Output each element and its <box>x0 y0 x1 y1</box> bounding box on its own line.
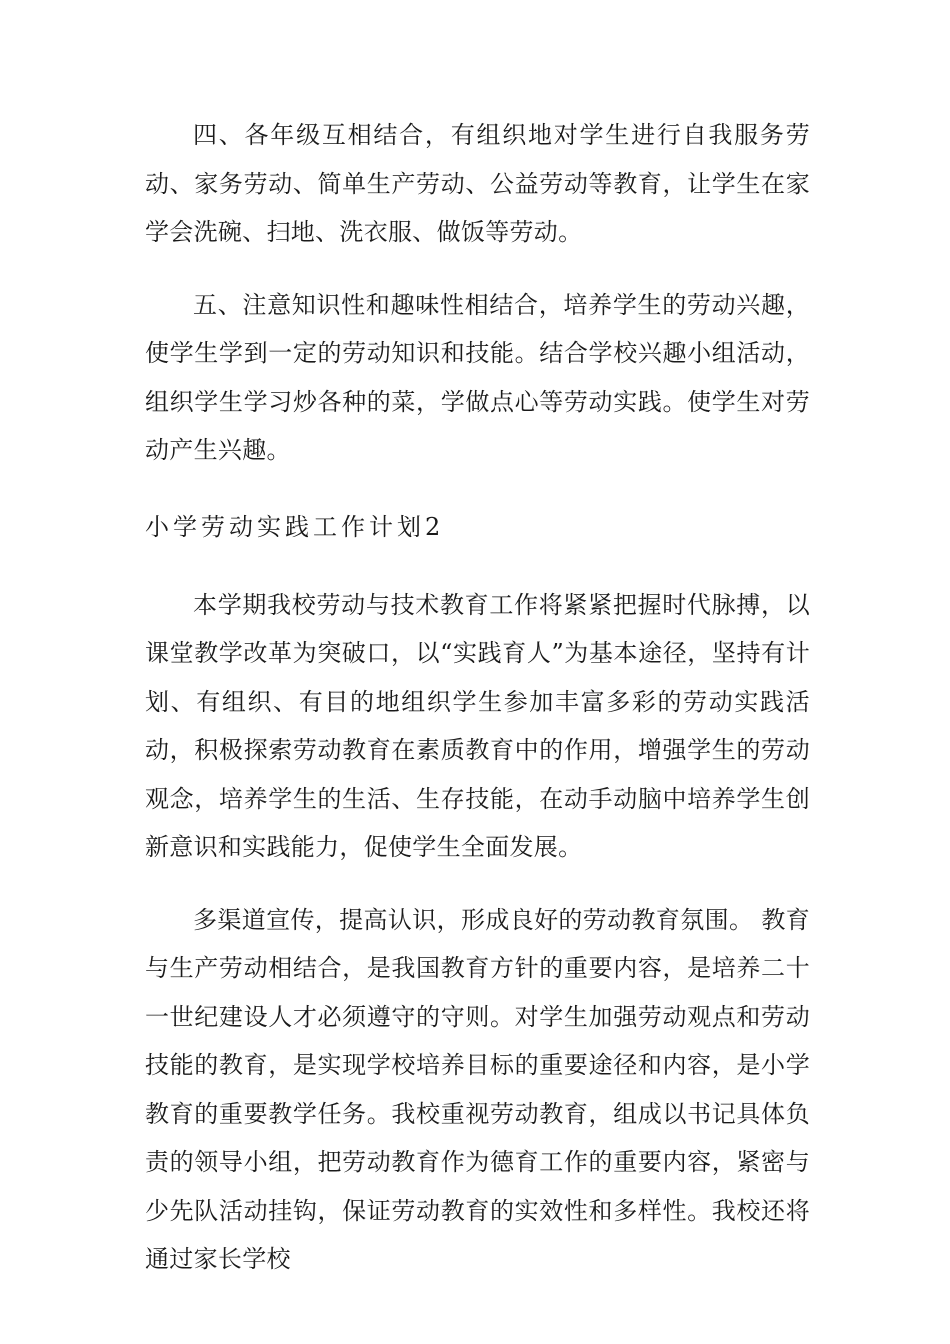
paragraph-four: 四、各年级互相结合，有组织地对学生进行自我服务劳动、家务劳动、简单生产劳动、公益劳动等教育，让学生在家学会洗碗、扫地、洗衣服、做饭等劳动。 <box>145 121 810 246</box>
section-heading: 小学劳动实践工作计划2 <box>145 512 445 541</box>
paragraph-intro: 本学期我校劳动与技术教育工作将紧紧把握时代脉搏，以课堂教学改革为突破口，以“实践育人”为基本途径，坚持有计划、有组织、有目的地组织学生参加丰富多彩的劳动实践活动，积极探索劳动教育在素质教育中的作用，增强学生的劳动观念，培养学生的生活、生存技能，在动手动脑中培养学生创新意识和实践能力，促使学生全面发展。 <box>145 590 810 861</box>
paragraph-publicity: 多渠道宣传，提高认识，形成良好的劳动教育氛围。 教育与生产劳动相结合，是我国教育方针的重要内容，是培养二十一世纪建设人才必须遵守的守则。对学生加强劳动观点和劳动技能的教育，是实现学校培养目标的重要途径和内容，是小学教育的重要教学任务。我校重视劳动教育，组成以书记具体负责的领导小组，把劳动教育作为德育工作的重要内容，紧密与少先队活动挂钩，保证劳动教育的实效性和多样性。我校还将通过家长学校 <box>145 905 810 1273</box>
document-body <box>145 111 810 1284</box>
paragraph-five: 五、注意知识性和趣味性相结合，培养学生的劳动兴趣，使学生学到一定的劳动知识和技能。结合学校兴趣小组活动，组织学生学习炒各种的菜，学做点心等劳动实践。使学生对劳动产生兴趣。 <box>145 290 810 464</box>
